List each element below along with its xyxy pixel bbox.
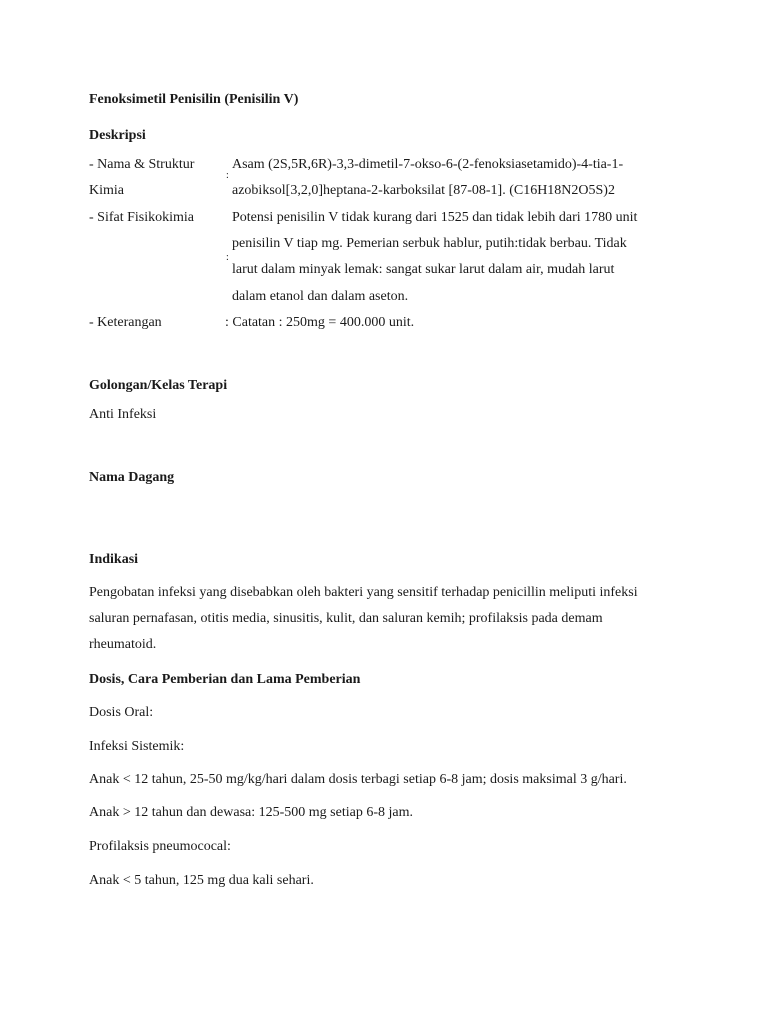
dosis-profilaksis: Profilaksis pneumococal: <box>89 839 231 854</box>
dosis-oral: Dosis Oral: <box>89 705 154 720</box>
sifat-value-line4: dalam etanol dan dalam aseton. <box>232 289 409 304</box>
dosis-anak-lt12: Anak < 12 tahun, 25-50 mg/kg/hari dalam dosis terbagi setiap 6-8 jam; dosis maksimal 3 g/hari. <box>89 772 627 787</box>
sifat-value-line3: larut dalam minyak lemak: sangat sukar larut dalam air, mudah larut <box>232 262 615 277</box>
indikasi-line3: rheumatoid. <box>89 637 157 652</box>
golongan-value: Anti Infeksi <box>89 407 157 422</box>
nama-struktur-label-line1: - Nama & Struktur <box>89 157 195 172</box>
nama-struktur-label-line2: Kimia <box>89 183 124 198</box>
nama-struktur-value-line1: Asam (2S,5R,6R)-3,3-dimetil-7-okso-6-(2-fenoksiasetamido)-4-tia-1- <box>232 157 624 172</box>
nama-struktur-colon: : <box>226 170 229 181</box>
sifat-label: - Sifat Fisikokimia <box>89 210 194 225</box>
keterangan-label: - Keterangan <box>89 315 162 330</box>
nama-struktur-value-line2: azobiksol[3,2,0]heptana-2-karboksilat [87-08-1]. (C16H18N2O5S)2 <box>232 183 615 198</box>
sifat-value-line2: penisilin V tiap mg. Pemerian serbuk hablur, putih:tidak berbau. Tidak <box>232 236 627 251</box>
dosis-anak-lt5: Anak < 5 tahun, 125 mg dua kali sehari. <box>89 873 314 888</box>
deskripsi-heading: Deskripsi <box>89 128 146 143</box>
nama-dagang-heading: Nama Dagang <box>89 470 175 485</box>
indikasi-line1: Pengobatan infeksi yang disebabkan oleh bakteri yang sensitif terhadap penicillin meliputi infeksi <box>89 585 638 600</box>
keterangan-value: : Catatan : 250mg = 400.000 unit. <box>225 315 415 330</box>
dosis-sistemik: Infeksi Sistemik: <box>89 739 185 754</box>
dosis-heading: Dosis, Cara Pemberian dan Lama Pemberian <box>89 672 361 687</box>
golongan-heading: Golongan/Kelas Terapi <box>89 378 228 393</box>
document-title: Fenoksimetil Penisilin (Penisilin V) <box>89 92 299 107</box>
sifat-value-line1: Potensi penisilin V tidak kurang dari 1525 dan tidak lebih dari 1780 unit <box>232 210 638 225</box>
dosis-anak-gt12: Anak > 12 tahun dan dewasa: 125-500 mg setiap 6-8 jam. <box>89 805 413 820</box>
indikasi-heading: Indikasi <box>89 552 139 567</box>
indikasi-line2: saluran pernafasan, otitis media, sinusitis, kulit, dan saluran kemih; profilaksis pada demam <box>89 611 603 626</box>
sifat-colon: : <box>226 252 229 263</box>
